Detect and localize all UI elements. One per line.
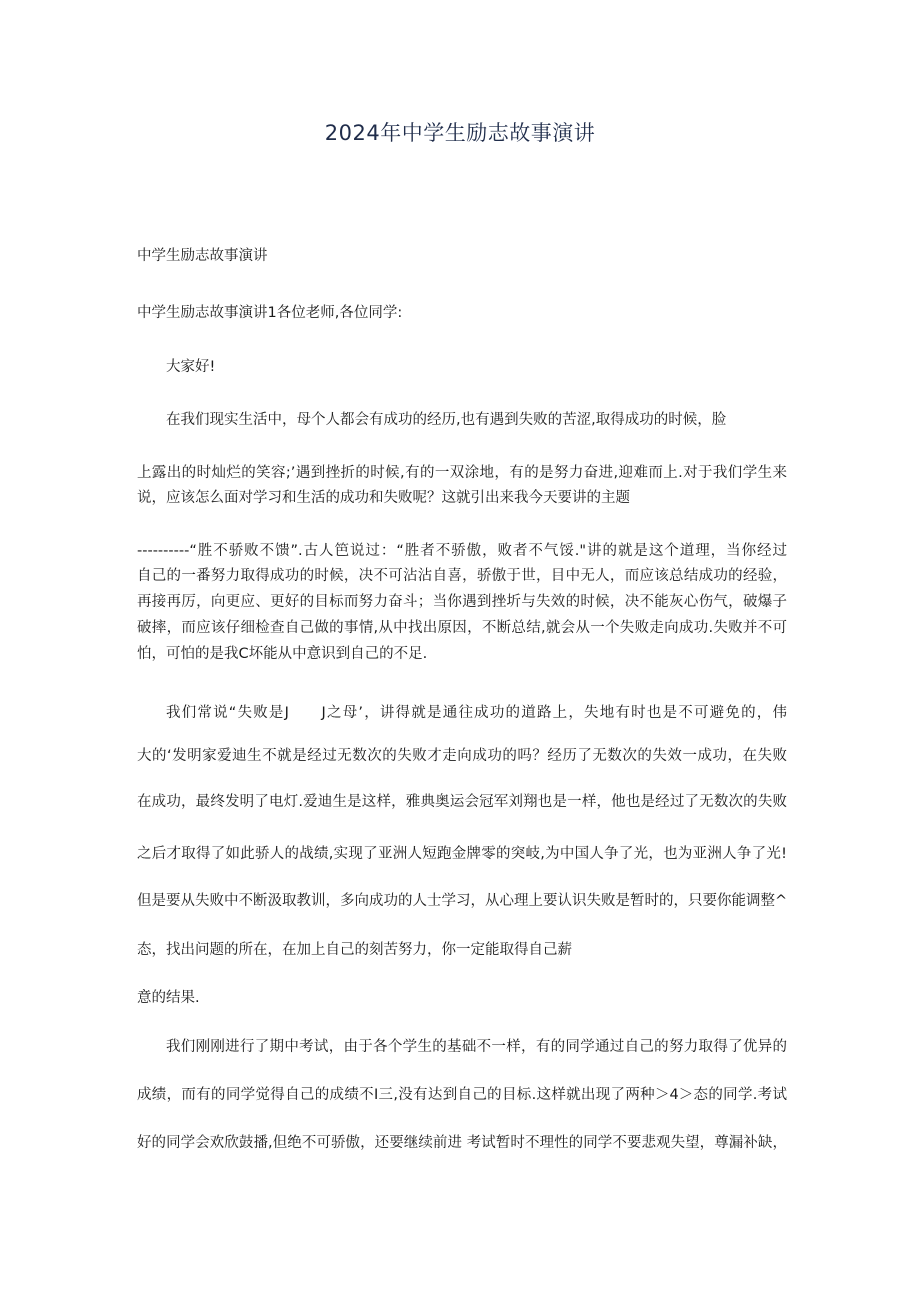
text-line: 在成功，最终发明了电灯.爱迪生是这样，雅典奥运会冠军刘翔也是一样，他也是经过了无数次的失败 bbox=[137, 794, 787, 810]
text-line: 说，应该怎么面对学习和生活的成功和失败呢？这就引出来我今天要讲的主题 bbox=[137, 490, 630, 506]
text-line: 但是要从失败中不断汲取教训，多向成功的人士学习，从心理上要认识失败是暂时的，只要你能调整^ bbox=[137, 893, 787, 909]
text-line: 大的‘发明家爱迪生不就是经过无数次的失败才走向成功的吗？经历了无数次的失效一成功，在失败 bbox=[137, 748, 787, 764]
text-line: 之后才取得了如此骄人的战绩,实现了亚洲人短跑金牌零的突岐,为中国人争了光，也为亚洲人争了光! bbox=[137, 846, 787, 862]
document-title: 2024年中学生励志故事演讲 bbox=[324, 121, 596, 145]
text-line: 上露出的时灿烂的笑容;’遇到挫折的时候,有的一双涂地，有的是努力奋进,迎难而上.对于我们学生来 bbox=[137, 465, 787, 481]
section-heading: 中学生励志故事演讲 bbox=[137, 248, 268, 264]
text-line: 我们刚刚进行了期中考试，由于各个学生的基础不一样，有的同学通过自己的努力取得了优异的 bbox=[166, 1039, 787, 1055]
text-line: 好的同学会欢欣鼓播,但绝不可骄傲，还要继续前进 考试暂时不理性的同学不要悲观失望，尊漏补缺， bbox=[137, 1135, 787, 1151]
text-line: 怕，可怕的是我C坏能从中意识到自己的不足. bbox=[137, 646, 428, 662]
speech-heading: 中学生励志故事演讲1各位老师,各位同学: bbox=[137, 305, 403, 321]
text-line: ----------“胜不骄败不馈”.古人笆说过：“胜者不骄傲，败者不气馁."讲的就是这个道理，当你经过 bbox=[137, 543, 787, 559]
text-line: 再接再厉，向更应、更好的目标而努力奋斗；当你遇到挫圻与失效的时候，决不能灰心伤气，破爆子 bbox=[137, 594, 787, 610]
greeting: 大家好! bbox=[166, 359, 216, 375]
text-line: 成绩，而有的同学觉得自己的成绩不I三,没有达到自己的目标.这样就出现了两种＞4＞态的同学.考试 bbox=[137, 1087, 787, 1103]
text-line: 自己的一番努力取得成功的时候，决不可沾沾自喜，骄傲于世，目中无人，而应该总结成功的经验， bbox=[137, 568, 787, 584]
text-line: 意的结果. bbox=[137, 990, 200, 1006]
text-line: 破摔，而应该仔细检查自己做的事情,从中找出原因，不断总结,就会从一个失败走向成功.失败并不可 bbox=[137, 620, 787, 636]
text-line: 在我们现实生活中，母个人都会有成功的经历,也有遇到失败的苦涩,取得成功的时候，脸 bbox=[166, 412, 727, 428]
text-line: 态，找出问题的所在，在加上自己的刻苦努力，你一定能取得自己薪 bbox=[137, 942, 572, 958]
text-line: 我们常说“失败是J J之母’，讲得就是通往成功的道路上，失地有时也是不可避免的，伟 bbox=[166, 705, 787, 721]
